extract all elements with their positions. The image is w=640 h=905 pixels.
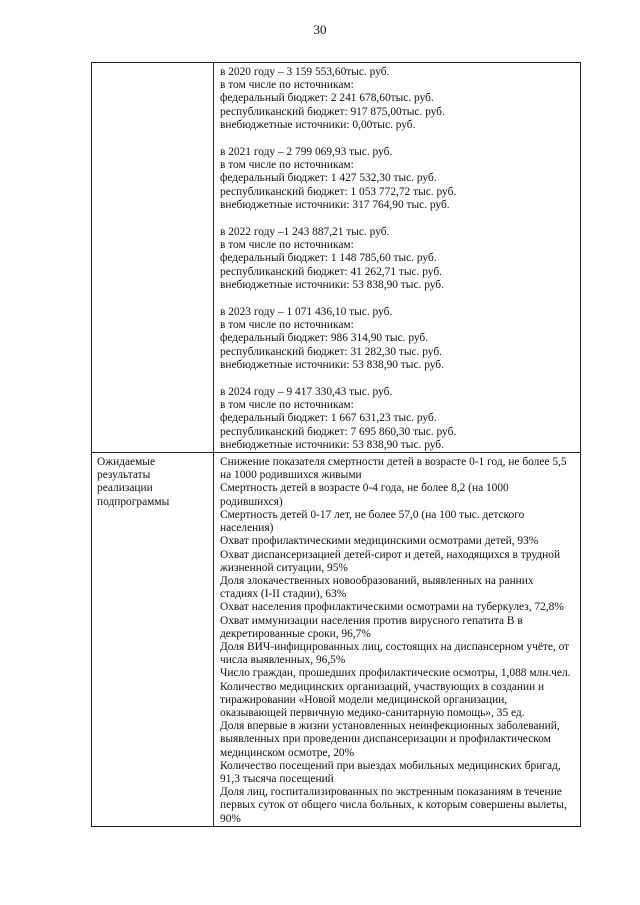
financing-label-cell <box>92 63 214 452</box>
year-total: в 2020 году – 3 159 553,60тыс. руб. <box>220 66 390 78</box>
republic-budget: республиканский бюджет: 917 875,00тыс. руб. <box>220 105 445 118</box>
sources-label: в том числе по источникам: <box>220 399 354 412</box>
federal-budget: федеральный бюджет: 986 314,90 тыс. руб. <box>220 332 429 345</box>
extrabudget-sources: внебюджетные источники: 317 764,90 тыс. руб. <box>220 198 450 211</box>
year-2023-block <box>220 306 574 372</box>
republic-budget: республиканский бюджет: 7 695 860,30 тыс. руб. <box>220 425 457 438</box>
extrabudget-sources: внебюджетные источники: 53 838,90 тыс. руб. <box>220 438 444 451</box>
result-item: Доля ВИЧ-инфицированных лиц, состоящих на диспансерном учёте, от числа выявленных, 96,5% <box>220 640 570 667</box>
year-2021-block <box>220 146 574 212</box>
extrabudget-sources: внебюджетные источники: 53 838,90 тыс. руб. <box>220 278 444 291</box>
federal-budget: федеральный бюджет: 1 427 532,30 тыс. руб. <box>220 172 437 185</box>
result-item: Снижение показателя смертности детей в возрасте 0-1 год, не более 5,5 на 1000 родившихся живыми <box>220 456 567 482</box>
year-total: в 2022 году –1 243 887,21 тыс. руб. <box>220 226 390 239</box>
result-item: Охват иммунизации населения против вирусного гепатита В в декретированные сроки, 96,7% <box>220 614 523 640</box>
sources-label: в том числе по источникам: <box>220 79 354 92</box>
page-number: 30 <box>313 22 327 37</box>
sources-label: в том числе по источникам: <box>220 239 354 252</box>
result-item: Охват профилактическими медицинскими осмотрами детей, 93% <box>220 535 539 548</box>
results-content-cell <box>214 453 580 826</box>
sources-label: в том числе по источникам: <box>220 319 354 332</box>
document-table <box>91 62 581 827</box>
republic-budget: республиканский бюджет: 1 053 772,72 тыс. руб. <box>220 185 457 198</box>
year-total: в 2024 году – 9 417 330,43 тыс. руб. <box>220 386 393 399</box>
extrabudget-sources: внебюджетные источники: 0,00тыс. руб. <box>220 118 416 131</box>
extrabudget-sources: внебюджетные источники: 53 838,90 тыс. руб. <box>220 358 444 371</box>
result-item: Смертность детей в возрасте 0-4 года, не более 8,2 (на 1000 родившихся) <box>220 482 509 508</box>
result-item: Количество посещений при выездах мобильных медицинских бригад, 91,3 тысяча посещений <box>220 759 561 785</box>
result-item: Число граждан, прошедших профилактические осмотры, 1,088 млн.чел. <box>220 667 571 680</box>
republic-budget: республиканский бюджет: 41 262,71 тыс. руб. <box>220 265 442 278</box>
result-item: Охват диспансеризацией детей-сирот и детей, находящихся в трудной жизненной ситуации, 95% <box>220 548 561 574</box>
result-item: Доля лиц, госпитализированных по экстренным показаниям в течение первых суток от общего числа больных, к которым совершены вылеты, 90% <box>220 786 567 825</box>
financing-row <box>92 63 580 453</box>
results-row <box>92 453 580 826</box>
result-item: Доля впервые в жизни установленных неинфекционных заболеваний, выявленных при проведении диспансеризации и профилактическом медицинском осмотре, 20% <box>220 720 560 759</box>
result-item: Доля злокачественных новообразований, выявленных на ранних стадиях (I-II стадии), 63% <box>220 574 534 601</box>
result-item: Количество медицинских организаций, участвующих в создании и тиражировании «Новой модели медицинской организации, оказывающей первичную медико-санитарную помощь», 35 ед. <box>220 680 545 719</box>
republic-budget: республиканский бюджет: 31 282,30 тыс. руб. <box>220 345 442 358</box>
financing-content-cell <box>214 63 580 452</box>
year-2022-block <box>220 226 574 292</box>
year-total: в 2021 году – 2 799 069,93 тыс. руб. <box>220 146 393 159</box>
sources-label: в том числе по источникам: <box>220 159 354 172</box>
result-item: Охват населения профилактическими осмотрами на туберкулез, 72,8% <box>220 601 564 614</box>
year-2024-block <box>220 386 574 452</box>
year-total: в 2023 году – 1 071 436,10 тыс. руб. <box>220 306 393 319</box>
federal-budget: федеральный бюджет: 1 148 785,60 тыс. руб. <box>220 252 437 265</box>
year-2020-block <box>220 66 574 132</box>
federal-budget: федеральный бюджет: 2 241 678,60тыс. руб. <box>220 92 434 105</box>
result-item: Смертность детей 0-17 лет, не более 57,0 (на 100 тыс. детского населения) <box>220 508 525 535</box>
results-label-cell: Ожидаемые результаты реализации подпрограммы <box>92 453 214 826</box>
federal-budget: федеральный бюджет: 1 667 631,23 тыс. руб. <box>220 412 437 425</box>
